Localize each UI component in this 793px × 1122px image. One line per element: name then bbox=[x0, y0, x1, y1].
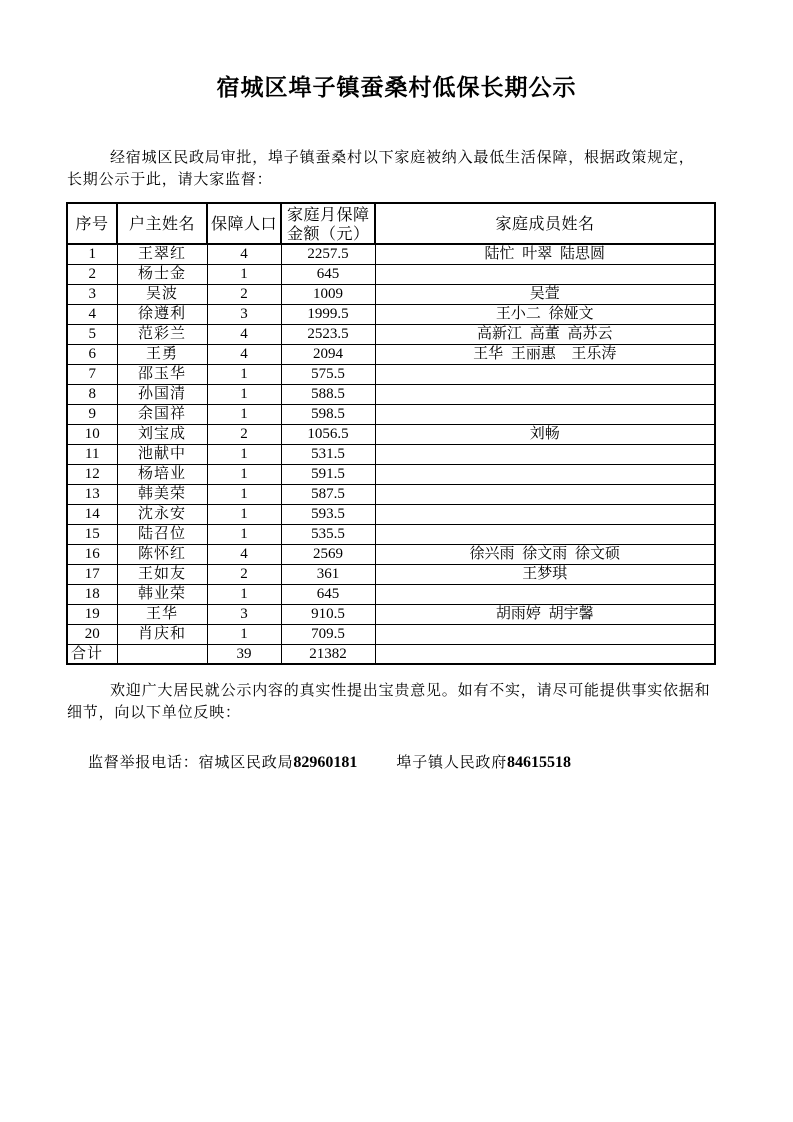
total-head-name-empty bbox=[117, 644, 207, 664]
cell-no: 6 bbox=[67, 344, 117, 364]
cell-head-name: 范彩兰 bbox=[117, 324, 207, 344]
header-members: 家庭成员姓名 bbox=[375, 203, 715, 244]
cell-no: 11 bbox=[67, 444, 117, 464]
cell-amount: 910.5 bbox=[281, 604, 375, 624]
table-row bbox=[67, 404, 715, 424]
table-header-row bbox=[67, 203, 715, 244]
cell-no: 3 bbox=[67, 284, 117, 304]
recipients-table bbox=[66, 202, 716, 665]
cell-no: 12 bbox=[67, 464, 117, 484]
table-row bbox=[67, 304, 715, 324]
cell-members bbox=[375, 504, 715, 524]
contact-phone-1: 82960181 bbox=[293, 754, 358, 771]
cell-members: 徐兴雨 徐文雨 徐文硕 bbox=[375, 544, 715, 564]
cell-population: 4 bbox=[207, 344, 281, 364]
feedback-line: 欢迎广大居民就公示内容的真实性提出宝贵意见。如有不实，请尽可能提供事实依据和 bbox=[110, 683, 711, 699]
cell-members bbox=[375, 464, 715, 484]
cell-members bbox=[375, 524, 715, 544]
cell-no: 20 bbox=[67, 624, 117, 644]
cell-population: 4 bbox=[207, 544, 281, 564]
cell-population: 3 bbox=[207, 304, 281, 324]
cell-members bbox=[375, 364, 715, 384]
cell-head-name: 王华 bbox=[117, 604, 207, 624]
cell-members bbox=[375, 584, 715, 604]
cell-amount: 531.5 bbox=[281, 444, 375, 464]
cell-head-name: 肖庆和 bbox=[117, 624, 207, 644]
cell-members bbox=[375, 384, 715, 404]
contact-phone-2: 84615518 bbox=[507, 754, 572, 771]
cell-population: 1 bbox=[207, 624, 281, 644]
cell-head-name: 杨士金 bbox=[117, 264, 207, 284]
cell-amount: 2569 bbox=[281, 544, 375, 564]
cell-members bbox=[375, 624, 715, 644]
cell-population: 1 bbox=[207, 444, 281, 464]
table-row bbox=[67, 344, 715, 364]
total-label: 合计 bbox=[67, 644, 117, 664]
cell-members: 陆忙 叶翠 陆思圆 bbox=[375, 244, 715, 264]
total-row bbox=[67, 644, 715, 664]
cell-head-name: 韩美荣 bbox=[117, 484, 207, 504]
cell-amount: 591.5 bbox=[281, 464, 375, 484]
cell-head-name: 王勇 bbox=[117, 344, 207, 364]
cell-population: 4 bbox=[207, 244, 281, 264]
table-row bbox=[67, 264, 715, 284]
cell-no: 15 bbox=[67, 524, 117, 544]
cell-population: 2 bbox=[207, 284, 281, 304]
table-row bbox=[67, 284, 715, 304]
cell-head-name: 徐遵利 bbox=[117, 304, 207, 324]
table-row bbox=[67, 604, 715, 624]
cell-amount: 709.5 bbox=[281, 624, 375, 644]
cell-head-name: 陆召位 bbox=[117, 524, 207, 544]
intro-line: 长期公示于此，请大家监督： bbox=[67, 172, 273, 188]
cell-members: 胡雨婷 胡宇馨 bbox=[375, 604, 715, 624]
cell-population: 3 bbox=[207, 604, 281, 624]
table-row bbox=[67, 584, 715, 604]
cell-members: 吴萱 bbox=[375, 284, 715, 304]
cell-amount: 535.5 bbox=[281, 524, 375, 544]
table-body bbox=[67, 244, 715, 664]
cell-amount: 598.5 bbox=[281, 404, 375, 424]
table-row bbox=[67, 384, 715, 404]
cell-population: 2 bbox=[207, 424, 281, 444]
feedback-line: 细节，向以下单位反映： bbox=[67, 705, 241, 721]
cell-amount: 1056.5 bbox=[281, 424, 375, 444]
cell-head-name: 陈怀红 bbox=[117, 544, 207, 564]
cell-no: 5 bbox=[67, 324, 117, 344]
cell-head-name: 王翠红 bbox=[117, 244, 207, 264]
cell-population: 1 bbox=[207, 464, 281, 484]
header-head-name: 户主姓名 bbox=[117, 203, 207, 244]
cell-amount: 361 bbox=[281, 564, 375, 584]
cell-head-name: 杨培业 bbox=[117, 464, 207, 484]
total-members-empty bbox=[375, 644, 715, 664]
cell-population: 1 bbox=[207, 584, 281, 604]
cell-amount: 2094 bbox=[281, 344, 375, 364]
cell-population: 1 bbox=[207, 264, 281, 284]
cell-population: 1 bbox=[207, 404, 281, 424]
cell-members bbox=[375, 484, 715, 504]
cell-amount: 593.5 bbox=[281, 504, 375, 524]
header-population: 保障人口 bbox=[207, 203, 281, 244]
cell-members bbox=[375, 404, 715, 424]
table-row bbox=[67, 504, 715, 524]
contact-org-1: 宿城区民政局 bbox=[198, 755, 294, 771]
cell-head-name: 刘宝成 bbox=[117, 424, 207, 444]
cell-population: 1 bbox=[207, 384, 281, 404]
cell-members: 王梦琪 bbox=[375, 564, 715, 584]
cell-population: 1 bbox=[207, 364, 281, 384]
cell-population: 2 bbox=[207, 564, 281, 584]
cell-members bbox=[375, 264, 715, 284]
cell-head-name: 沈永安 bbox=[117, 504, 207, 524]
table-row bbox=[67, 484, 715, 504]
total-amount: 21382 bbox=[281, 644, 375, 664]
contact-label: 监督举报电话： bbox=[88, 755, 199, 771]
table-row bbox=[67, 324, 715, 344]
cell-no: 10 bbox=[67, 424, 117, 444]
cell-head-name: 余国祥 bbox=[117, 404, 207, 424]
table-row bbox=[67, 244, 715, 264]
cell-head-name: 池献中 bbox=[117, 444, 207, 464]
cell-no: 14 bbox=[67, 504, 117, 524]
cell-no: 4 bbox=[67, 304, 117, 324]
cell-amount: 1999.5 bbox=[281, 304, 375, 324]
cell-amount: 588.5 bbox=[281, 384, 375, 404]
cell-head-name: 韩业荣 bbox=[117, 584, 207, 604]
table-row bbox=[67, 444, 715, 464]
feedback-paragraph bbox=[67, 680, 747, 724]
cell-head-name: 邵玉华 bbox=[117, 364, 207, 384]
cell-members: 刘畅 bbox=[375, 424, 715, 444]
cell-members: 王华 王丽惠 王乐涛 bbox=[375, 344, 715, 364]
cell-head-name: 吴波 bbox=[117, 284, 207, 304]
table-row bbox=[67, 464, 715, 484]
cell-no: 17 bbox=[67, 564, 117, 584]
cell-population: 1 bbox=[207, 484, 281, 504]
table-row bbox=[67, 524, 715, 544]
cell-no: 9 bbox=[67, 404, 117, 424]
cell-amount: 645 bbox=[281, 264, 375, 284]
cell-members: 王小二 徐娅文 bbox=[375, 304, 715, 324]
header-amount: 家庭月保障金额（元） bbox=[281, 203, 375, 244]
cell-amount: 2257.5 bbox=[281, 244, 375, 264]
cell-no: 13 bbox=[67, 484, 117, 504]
header-no: 序号 bbox=[67, 203, 117, 244]
cell-amount: 645 bbox=[281, 584, 375, 604]
cell-population: 1 bbox=[207, 524, 281, 544]
cell-head-name: 孙国清 bbox=[117, 384, 207, 404]
cell-population: 1 bbox=[207, 504, 281, 524]
cell-amount: 1009 bbox=[281, 284, 375, 304]
contact-line bbox=[88, 752, 571, 774]
cell-no: 8 bbox=[67, 384, 117, 404]
intro-line: 经宿城区民政局审批，埠子镇蚕桑村以下家庭被纳入最低生活保障，根据政策规定， bbox=[110, 150, 695, 166]
cell-no: 7 bbox=[67, 364, 117, 384]
cell-members bbox=[375, 444, 715, 464]
cell-no: 16 bbox=[67, 544, 117, 564]
table-row bbox=[67, 544, 715, 564]
cell-amount: 587.5 bbox=[281, 484, 375, 504]
table-row bbox=[67, 424, 715, 444]
cell-amount: 575.5 bbox=[281, 364, 375, 384]
cell-no: 1 bbox=[67, 244, 117, 264]
cell-amount: 2523.5 bbox=[281, 324, 375, 344]
total-population: 39 bbox=[207, 644, 281, 664]
notice-title: 宿城区埠子镇蚕桑村低保长期公示 bbox=[216, 74, 577, 101]
cell-no: 2 bbox=[67, 264, 117, 284]
table-row bbox=[67, 564, 715, 584]
cell-no: 18 bbox=[67, 584, 117, 604]
contact-org-2: 埠子镇人民政府 bbox=[396, 755, 508, 771]
cell-population: 4 bbox=[207, 324, 281, 344]
cell-no: 19 bbox=[67, 604, 117, 624]
cell-head-name: 王如友 bbox=[117, 564, 207, 584]
table-row bbox=[67, 364, 715, 384]
cell-members: 高新江 高董 高苏云 bbox=[375, 324, 715, 344]
intro-paragraph bbox=[67, 147, 747, 191]
table-row bbox=[67, 624, 715, 644]
